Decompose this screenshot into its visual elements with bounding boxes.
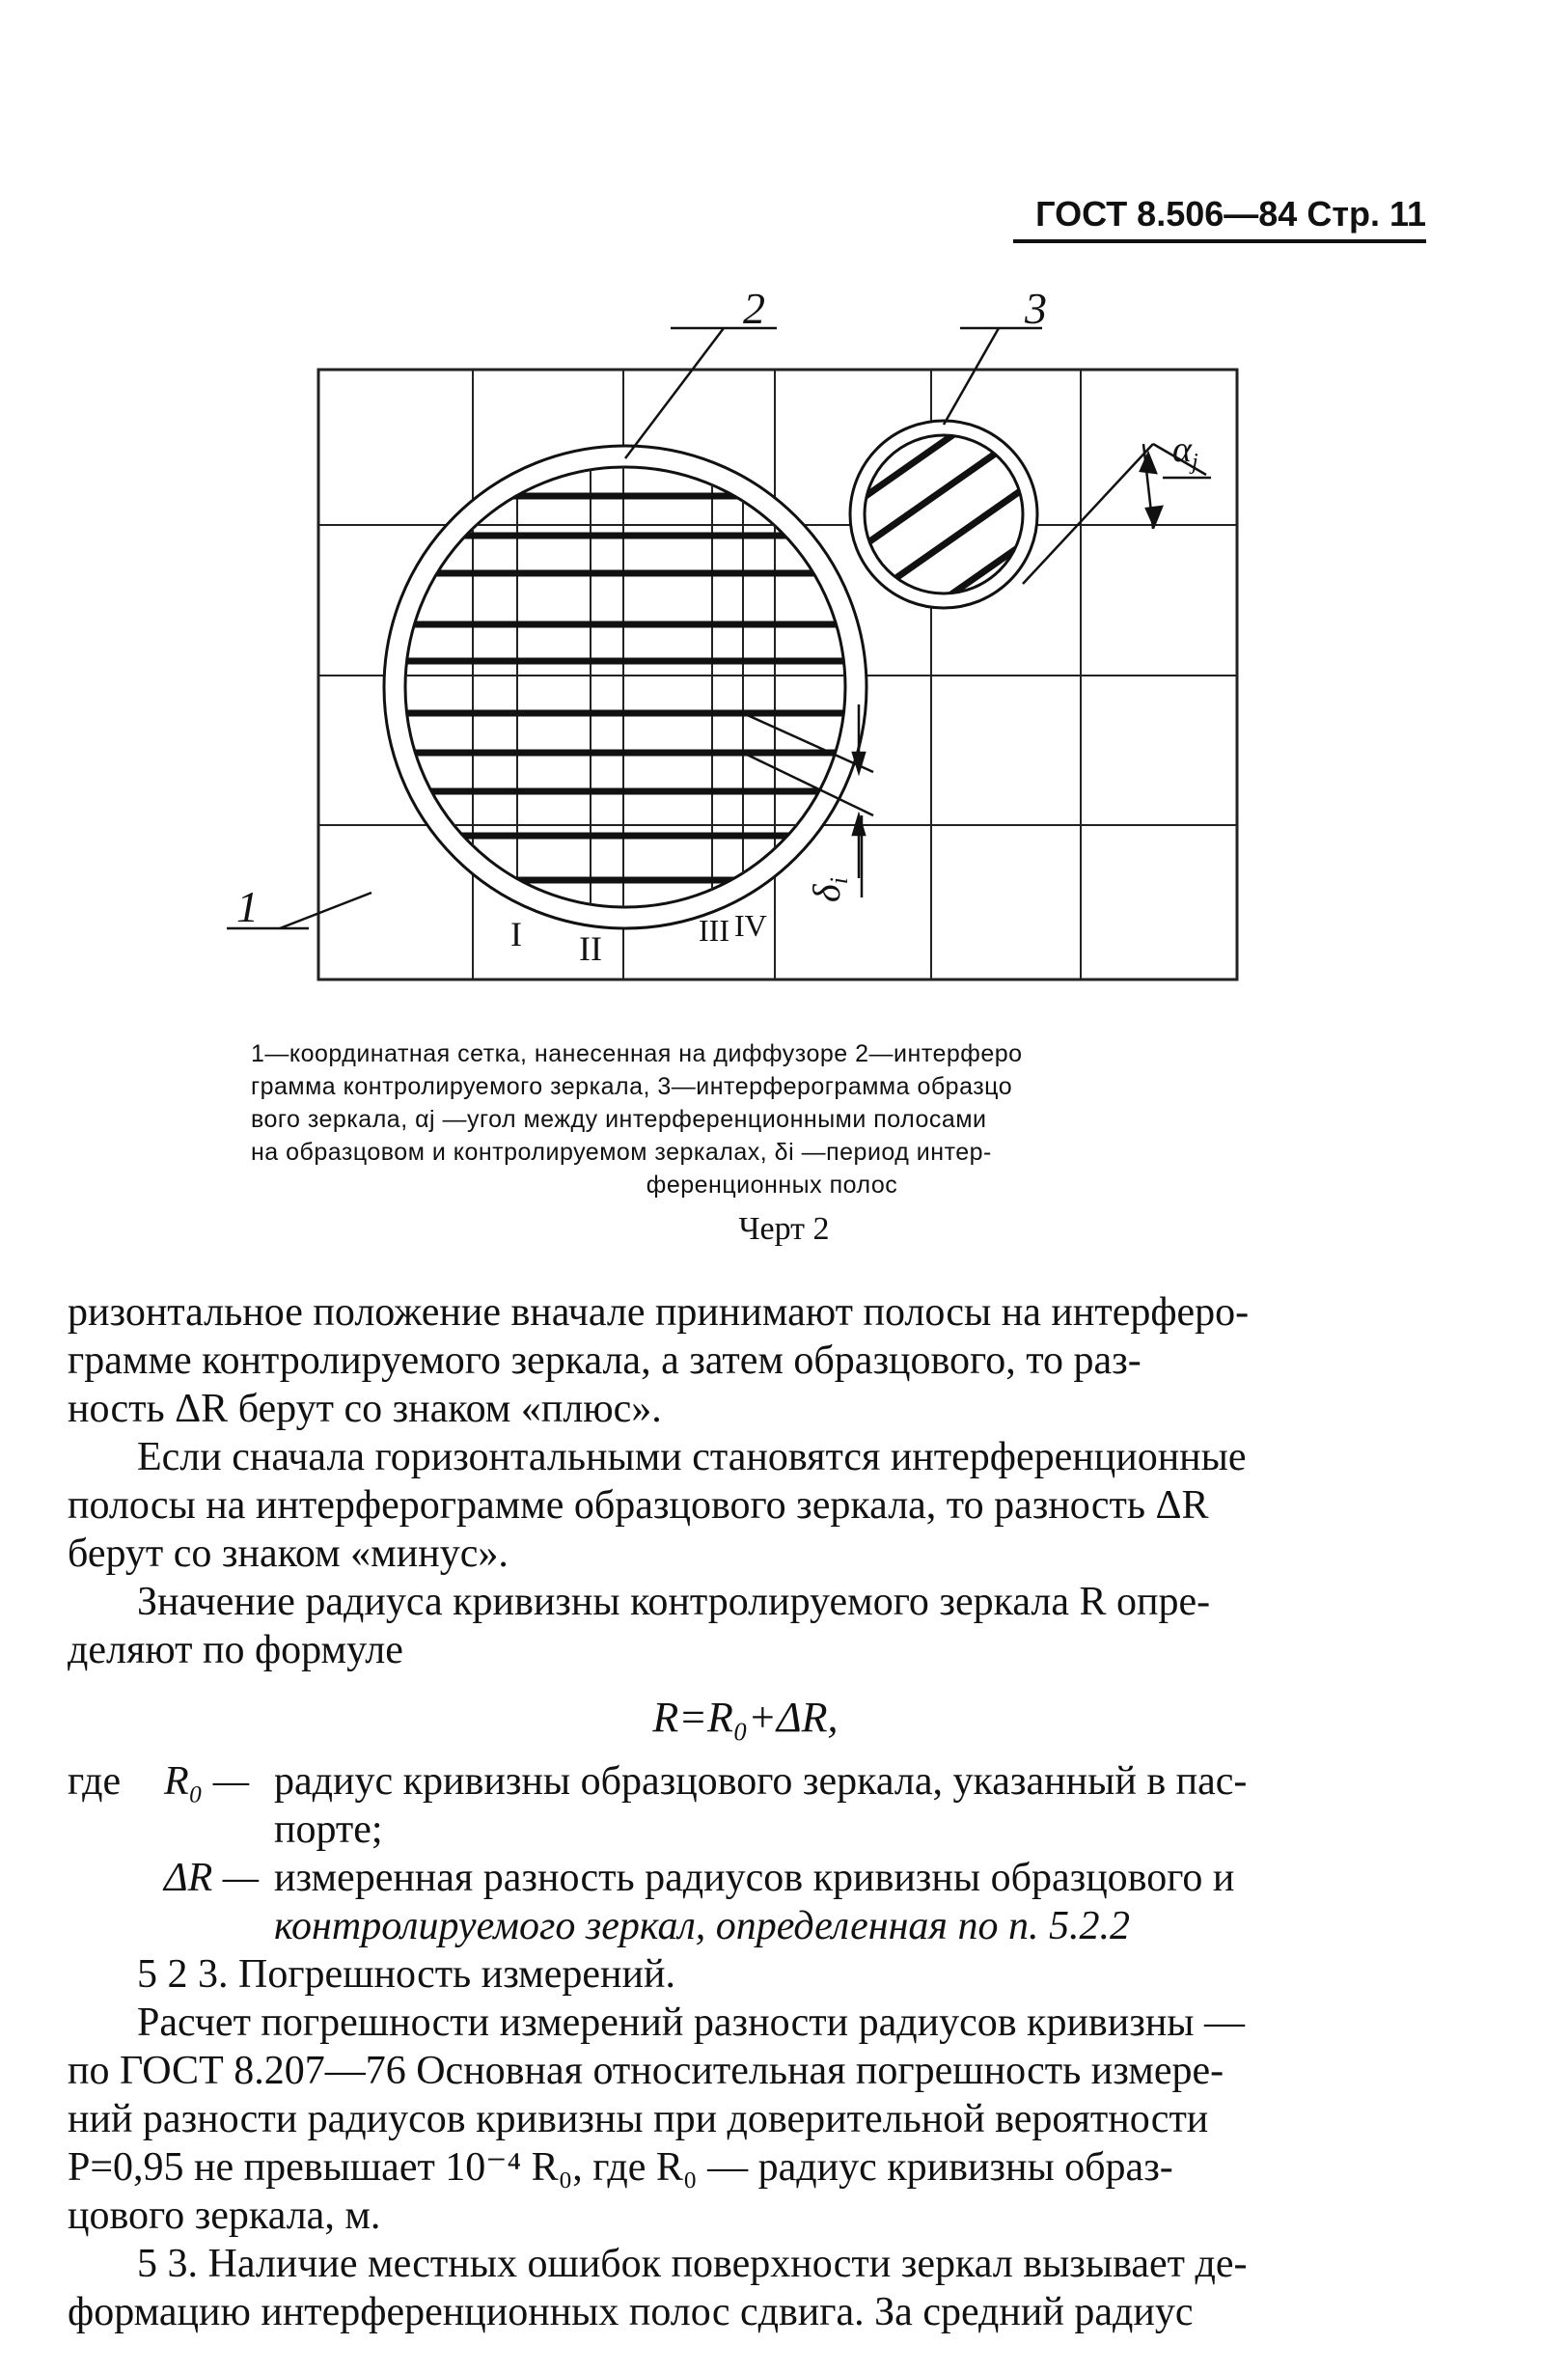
text-line: Если сначала горизонтальными становятся интерференционные — [137, 1435, 1247, 1479]
where-word: где — [68, 1759, 122, 1804]
text-line: цового зеркала, м. — [68, 2194, 381, 2238]
caption-line: на образцовом и контролируемом зеркалах, δi —период интер- — [251, 1139, 992, 1166]
roman-label-2: II — [579, 929, 602, 968]
definition-r0 — [68, 1757, 1423, 1854]
definition-term: ΔR — — [164, 1856, 260, 1900]
text-line: P=0,95 не превышает 10⁻⁴ R₀, где R₀ — радиус кривизны образ- — [68, 2145, 1173, 2190]
figure-caption — [251, 1037, 1293, 1201]
text-line: по ГОСТ 8.207—76 Основная относительная погрешность измере- — [68, 2049, 1224, 2093]
roman-label-3: III — [699, 913, 729, 948]
text-line: ность ΔR берут со знаком «плюс». — [68, 1387, 662, 1431]
delta-label: $\delta_i$ — [805, 877, 853, 902]
text-line: формацию интерференционных полос сдвига. За средний радиус — [68, 2290, 1194, 2334]
formula: R=R₀+ΔR, — [652, 1694, 839, 1741]
interferogram-figure — [0, 0, 1568, 1033]
text-line: берут со знаком «минус». — [68, 1531, 509, 1576]
caption-line: грамма контролируемого зеркала, 3—интерферограмма образцо — [251, 1073, 1013, 1100]
figure-number: Черт 2 — [738, 1211, 830, 1247]
definition-text: радиус кривизны образцового зеркала, указанный в пас- порте; — [274, 1759, 1248, 1852]
roman-label-1: I — [510, 915, 522, 953]
body-text — [68, 1288, 1423, 2336]
text-line: Расчет погрешности измерений разности радиусов кривизны — — [137, 2000, 1246, 2045]
callout-2-label: 2 — [743, 284, 765, 333]
text-line: грамме контролируемого зеркала, а затем образцового, то раз- — [68, 1338, 1142, 1383]
caption-line: 1—координатная сетка, нанесенная на диффузоре 2—интерферо — [251, 1040, 1023, 1067]
definition-term: R₀ — — [164, 1759, 250, 1804]
text-line: деляют по формуле — [68, 1628, 403, 1672]
reference-mirror-interferogram — [830, 386, 1042, 666]
text-line: 5 2 3. Погрешность измерений. — [137, 1952, 675, 1997]
text-line: ний разности радиусов кривизны при доверительной вероятности — [68, 2097, 1209, 2141]
text-line: Значение радиуса кривизны контролируемого зеркала R опре- — [137, 1580, 1211, 1624]
alpha-label: $\alpha_j$ — [1172, 429, 1198, 475]
header-text: ГОСТ 8.506—84 Стр. 11 — [1035, 194, 1426, 234]
text-line: 5 3. Наличие местных ошибок поверхности зеркал вызывает де- — [137, 2242, 1248, 2286]
definition-delta-r — [68, 1854, 1423, 1950]
text-line: полосы на интерферограмме образцового зеркала, то разность ΔR — [68, 1483, 1209, 1528]
callout-3-label: 3 — [1025, 284, 1047, 333]
definition-text: измеренная разность радиусов кривизны образцового и контролируемого зеркал, определенная по п. 5.2.2 — [274, 1856, 1235, 1948]
callout-1-label: 1 — [236, 882, 259, 931]
roman-label-4: IV — [734, 908, 767, 943]
text-line: ризонтальное положение вначале принимают полосы на интерферо- — [68, 1290, 1250, 1335]
caption-line: вого зеркала, αj —угол между интерференционными полосами — [251, 1106, 987, 1133]
caption-line: ференционных полос — [646, 1172, 898, 1199]
